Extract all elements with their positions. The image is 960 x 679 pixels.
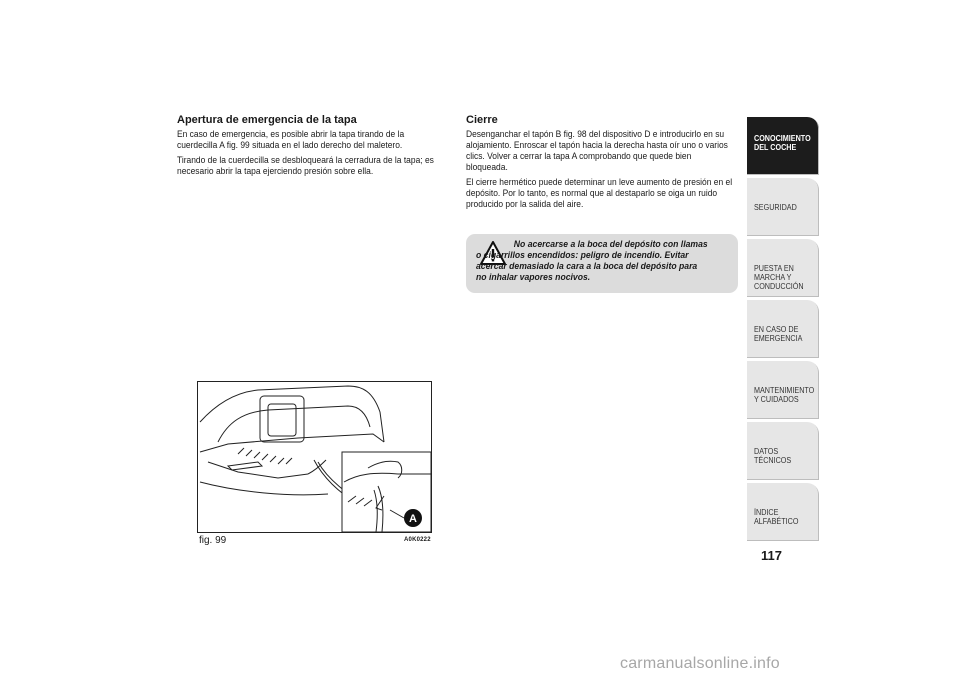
tab-datos-tecnicos[interactable] <box>747 422 819 480</box>
tab-en-caso-de-emergencia[interactable] <box>747 300 819 358</box>
paragraph: El cierre hermético puede determinar un leve aumento de presión en el depósito. Por lo tanto, es normal que al destaparlo se oiga un ruido producido por la salida del aire. <box>466 177 733 210</box>
tab-indice-alfabetico[interactable] <box>747 483 819 541</box>
paragraph: Desenganchar el tapón B fig. 98 del dispositivo D e introducirlo en su alojamiento. Enroscar el tapón hacia la derecha hasta oír uno o varios clics. Volver a cerrar la tapa A comprobando que quede bien bloqueada. <box>466 129 728 173</box>
section-heading-closing: Cierre <box>466 114 498 126</box>
tab-puesta-en-marcha[interactable] <box>747 239 819 297</box>
callout-label: A <box>409 513 417 525</box>
tab-conocimiento-del-coche[interactable] <box>747 117 819 175</box>
tab-label: PUESTA EN MARCHA Y CONDUCCIÓN <box>754 264 804 291</box>
watermark: carmanualsonline.info <box>620 655 780 672</box>
tab-label: SEGURIDAD <box>754 203 797 212</box>
tab-label: MANTENIMIENTO Y CUIDADOS <box>754 386 815 404</box>
tab-mantenimiento[interactable] <box>747 361 819 419</box>
section-heading-emergency-opening: Apertura de emergencia de la tapa <box>177 114 357 126</box>
figure-code: A0K0222 <box>404 537 431 543</box>
paragraph: Tirando de la cuerdecilla se desbloqueará la cerradura de la tapa; es necesario abrir la tapa ejerciendo presión sobre ella. <box>177 155 434 177</box>
tab-seguridad[interactable] <box>747 178 819 236</box>
tab-label: CONOCIMIENTO DEL COCHE <box>754 134 811 152</box>
tab-label: ÍNDICE ALFABÉTICO <box>754 508 799 526</box>
tab-label: EN CASO DE EMERGENCIA <box>754 325 803 343</box>
warning-text: No acercarse a la boca del depósito con llamas o cigarrillos encendidos: peligro de incendio. Evitar acercar demasiado la cara a la boca del depósito para no inhalar vapores nocivos. <box>476 239 708 283</box>
right-column <box>466 114 738 214</box>
paragraph: En caso de emergencia, es posible abrir la tapa tirando de la cuerdecilla A fig. 99 situada en el lado derecho del maletero. <box>177 129 405 151</box>
warning-box <box>466 234 738 293</box>
left-column <box>177 114 449 181</box>
trunk-latch-illustration <box>198 382 431 532</box>
figure-99 <box>197 381 432 533</box>
figure-caption: fig. 99 <box>199 535 227 546</box>
page-number: 117 <box>761 548 782 563</box>
tab-label: DATOS TÉCNICOS <box>754 447 792 465</box>
chapter-tabs <box>747 117 819 544</box>
